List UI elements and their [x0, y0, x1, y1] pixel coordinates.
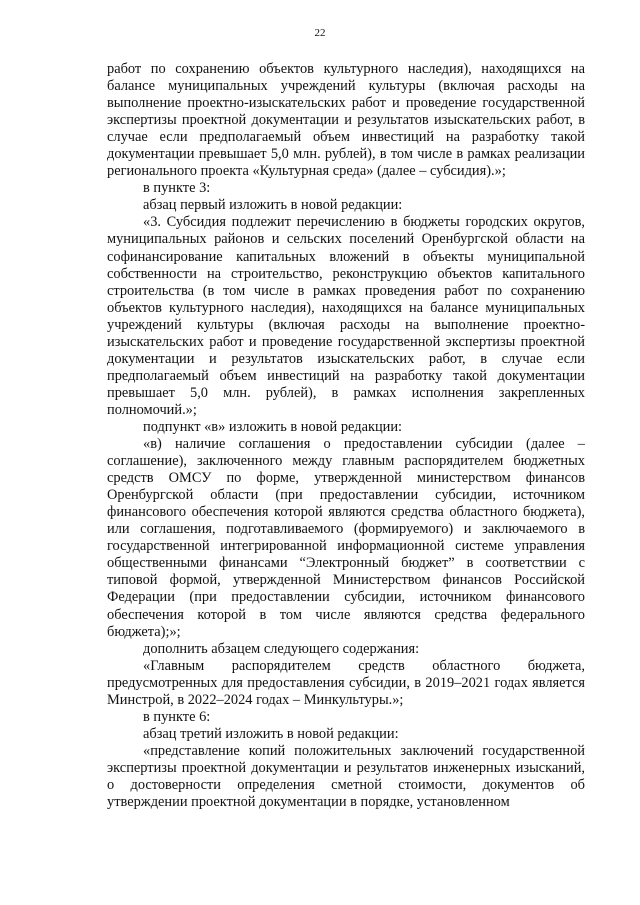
- paragraph: «Главным распорядителем средств областного бюджета, предусмотренных для предоставления субсидии, в 2019–2021 годах является Минстрой, в 2022–2024 годах – Минкультуры.»;: [107, 657, 585, 708]
- page-number: 22: [314, 27, 326, 39]
- paragraph: «представление копий положительных заключений государственной экспертизы проектной документации и результатов инженерных изысканий, о достоверности определения сметной стоимости, документов об утверждении проектной документации в порядке, установленном: [107, 742, 585, 811]
- paragraph: подпункт «в» изложить в новой редакции:: [143, 418, 403, 435]
- paragraph: в пункте 3:: [143, 180, 211, 197]
- paragraph: абзац первый изложить в новой редакции:: [143, 197, 403, 214]
- paragraph: абзац третий изложить в новой редакции:: [143, 725, 399, 742]
- document-body: [107, 61, 585, 811]
- paragraph: в пункте 6:: [143, 708, 211, 725]
- paragraph: «в) наличие соглашения о предоставлении субсидии (далее – соглашение), заключенного между главным распорядителем бюджетных средств ОМСУ по форме, утвержденной министерством финансов Оренбургской области (при предоставлении субсидии, источником финансового обеспечения которой являются средства областного бюджета), или соглашения, подготавливаемого (формируемого) и заключаемого в государственной интегрированной информационной системе управления общественными финансами “Электронный бюджет” в соответствии с типовой формой, утвержденной Министерством финансов Российской Федерации (при предоставлении субсидии, источником финансового обеспечения которой в том числе являются средства федерального бюджета);»;: [107, 436, 585, 640]
- paragraph: работ по сохранению объектов культурного наследия), находящихся на балансе муниципальных учреждений культуры (включая расходы на выполнение проектно-изыскательских работ и проведение государственной экспертизы проектной документации и результатов изыскательских работ, в случае если предполагаемый объем инвестиций на разработку такой документации превышает 5,0 млн. рублей), в том числе в рамках реализации регионального проекта «Культурная среда» (далее – субсидия).»;: [107, 61, 585, 180]
- paragraph: «3. Субсидия подлежит перечислению в бюджеты городских округов, муниципальных районов и сельских поселений Оренбургской области на софинансирование капитальных вложений в объекты муниципальной собственности на строительство, реконструкцию объектов капитального строительства (в том числе в рамках проведения работ по сохранению объектов культурного наследия), находящихся на балансе муниципальных учреждений культуры (включая расходы на выполнение проектно-изыскательских работ и проведение государственной экспертизы проектной документации и результатов изыскательских работ, в случае если предполагаемый объем инвестиций на разработку такой документации превышает 5,0 млн. рублей), в рамках исполнения закрепленных полномочий.»;: [107, 214, 585, 418]
- paragraph: дополнить абзацем следующего содержания:: [143, 640, 420, 657]
